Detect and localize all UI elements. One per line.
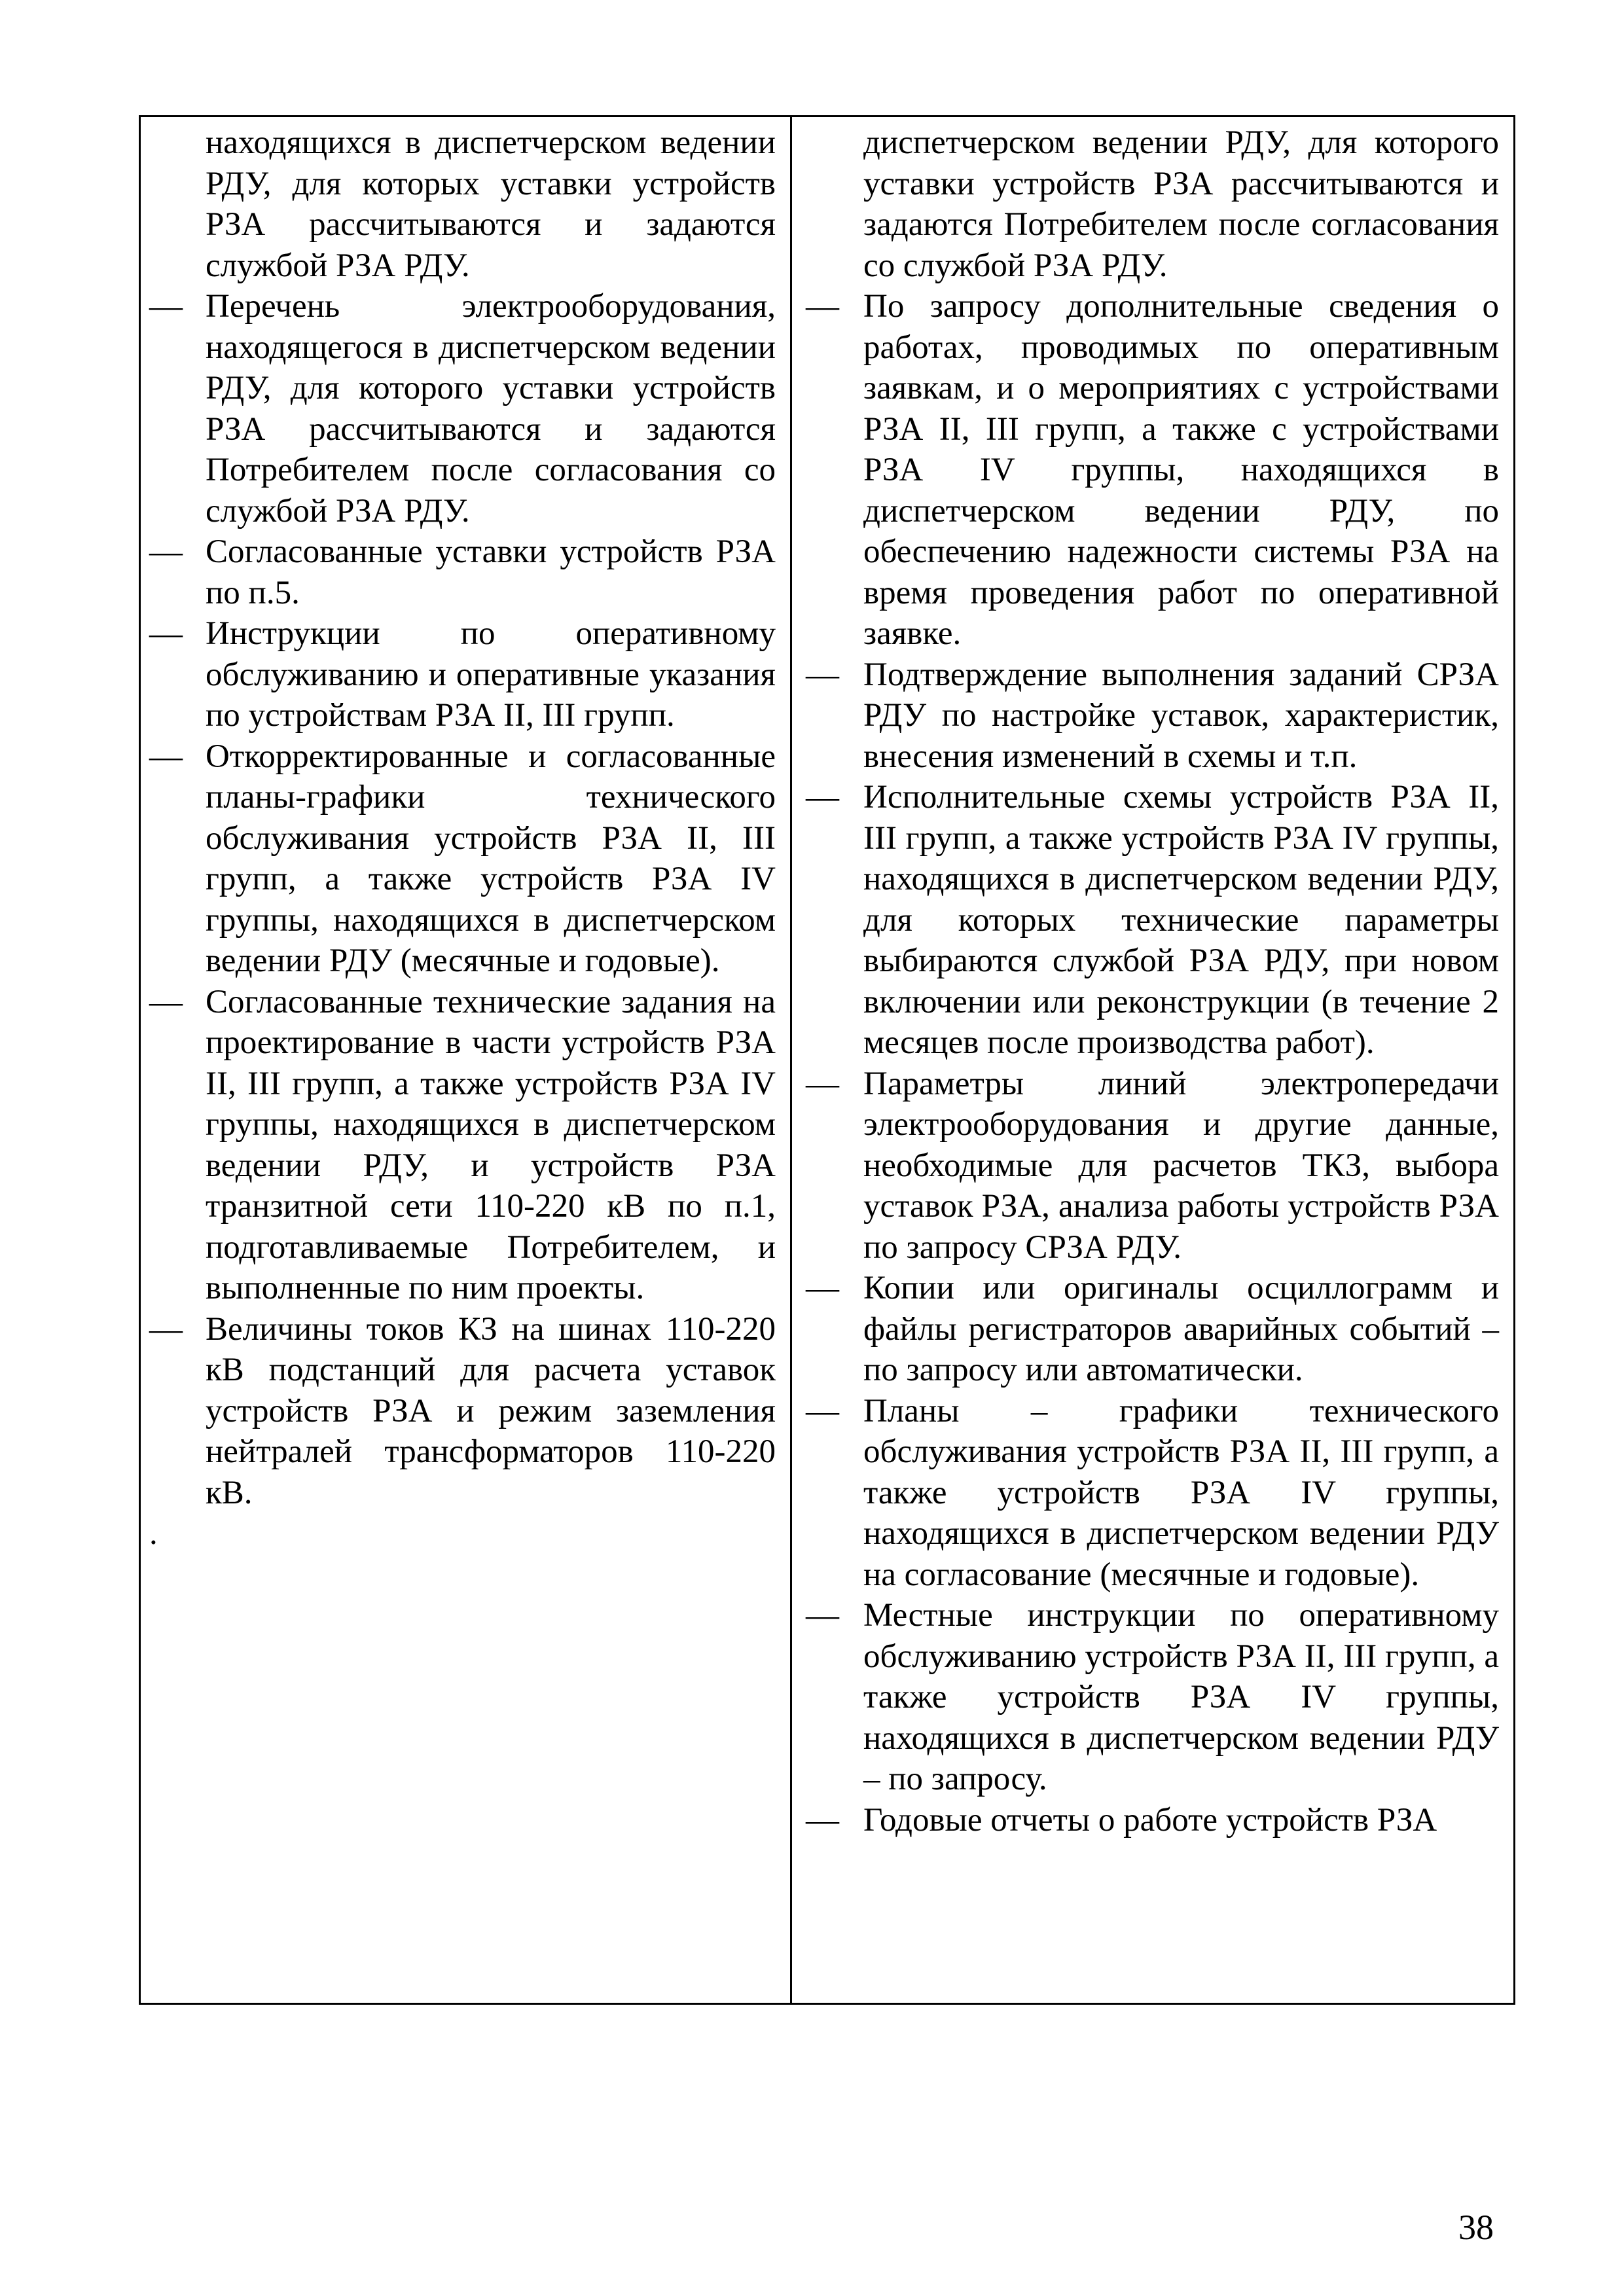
list-dash: — bbox=[806, 288, 839, 325]
list-item bbox=[806, 655, 1499, 778]
stray-dot: . bbox=[149, 1515, 158, 1552]
list-dash: — bbox=[806, 1270, 839, 1306]
list-item-text: Копии или оригиналы осциллограмм и файлы регистраторов аварийных событий – по запросу или автоматически. bbox=[863, 1270, 1499, 1388]
list-item bbox=[149, 531, 776, 613]
list-item-text: Перечень электрооборудования, находящегося в диспетчерском ведении РДУ, для которого уставки устройств РЗА рассчитываются и задаются Потребителем после согласования со службой РЗА РДУ. bbox=[206, 288, 776, 529]
list-item bbox=[806, 777, 1499, 1064]
list-dash: — bbox=[149, 615, 183, 652]
list-item-text: Инструкции по оперативному обслуживанию и оперативные указания по устройствам РЗА II, III групп. bbox=[206, 615, 776, 734]
list-item-text: находящихся в диспетчерском ведении РДУ, для которых уставки устройств РЗА рассчитываются и задаются службой РЗА РДУ. bbox=[206, 124, 776, 284]
list-item bbox=[149, 286, 776, 531]
table-column-right bbox=[792, 117, 1513, 2003]
list-item-text: Годовые отчеты о работе устройств РЗА bbox=[863, 1801, 1437, 1839]
list-item bbox=[149, 613, 776, 736]
list-dash: — bbox=[806, 1801, 839, 1839]
list-dash: — bbox=[806, 1065, 839, 1102]
list-item-text: Согласованные технические задания на проектирование в части устройств РЗА II, III групп, а также устройств РЗА IV группы, находящихся в диспетчерском ведении РДУ, и устройств РЗА транзитной сети 110-220 кВ по п.1, подготавливаемые Потребителем, и выполненные по ним проекты. bbox=[206, 983, 776, 1306]
list-item-text: По запросу дополнительные сведения о работах, проводимых по оперативным заявкам, и о мероприятиях с устройствами РЗА II, III групп, а также с устройствами РЗА IV группы, находящихся в диспетчерском ведении РДУ, по обеспечению надежности системы РЗА на время проведения работ по оперативной заявке. bbox=[863, 288, 1499, 652]
list-dash: — bbox=[149, 533, 183, 570]
list-item bbox=[806, 1800, 1499, 1841]
list-item bbox=[806, 1595, 1499, 1800]
list-item-text: Величины токов КЗ на шинах 110-220 кВ подстанций для расчета уставок устройств РЗА и режим заземления нейтралей трансформаторов 110-220 кВ. bbox=[206, 1310, 776, 1511]
list-item bbox=[206, 122, 776, 286]
list-item-text: диспетчерском ведении РДУ, для которого уставки устройств РЗА рассчитываются и задаются Потребителем после согласования со службой РЗА РДУ. bbox=[863, 124, 1499, 284]
list-item bbox=[863, 122, 1499, 286]
list-item bbox=[806, 1391, 1499, 1596]
list-dash: — bbox=[149, 1310, 183, 1348]
table-column-left bbox=[141, 117, 792, 2003]
list-item-text: Подтверждение выполнения заданий СРЗА РДУ по настройке уставок, характеристик, внесения изменений в схемы и т.п. bbox=[863, 656, 1499, 775]
list-dash: — bbox=[149, 288, 183, 325]
list-item bbox=[806, 1064, 1499, 1268]
list-item bbox=[149, 1309, 776, 1514]
list-item bbox=[149, 736, 776, 982]
list-item-text: Планы – графики технического обслуживания устройств РЗА II, III групп, а также устройств РЗА IV группы, находящихся в диспетчерском ведении РДУ на согласование (месячные и годовые). bbox=[863, 1392, 1499, 1593]
list-dash: — bbox=[806, 779, 839, 816]
list-dash: — bbox=[149, 983, 183, 1020]
list-item bbox=[806, 1268, 1499, 1391]
list-dash: — bbox=[149, 738, 183, 775]
list-dash: — bbox=[806, 1392, 839, 1429]
list-item bbox=[806, 286, 1499, 655]
page-number: 38 bbox=[1458, 2208, 1494, 2247]
document-table bbox=[139, 115, 1515, 2005]
list-item-text: Согласованные уставки устройств РЗА по п.5. bbox=[206, 533, 776, 611]
list-item-text: Исполнительные схемы устройств РЗА II, III групп, а также устройств РЗА IV группы, находящихся в диспетчерском ведении РДУ, для которых технические параметры выбираются службой РЗА РДУ, при новом включении или реконструкции (в течение 2 месяцев после производства работ). bbox=[863, 779, 1499, 1061]
list-dash: — bbox=[806, 1597, 839, 1634]
list-item-text: Местные инструкции по оперативному обслуживанию устройств РЗА II, III групп, а также устройств РЗА IV группы, находящихся в диспетчерском ведении РДУ – по запросу. bbox=[863, 1597, 1499, 1797]
list-item-text: Откорректированные и согласованные планы-графики технического обслуживания устройств РЗА II, III групп, а также устройств РЗА IV группы, находящихся в диспетчерском ведении РДУ (месячные и годовые). bbox=[206, 738, 776, 979]
list-dash: — bbox=[806, 656, 839, 693]
list-item bbox=[149, 982, 776, 1309]
list-item-text: Параметры линий электропередачи электрооборудования и другие данные, необходимые для расчетов ТКЗ, выбора уставок РЗА, анализа работы устройств РЗА по запросу СРЗА РДУ. bbox=[863, 1065, 1499, 1266]
